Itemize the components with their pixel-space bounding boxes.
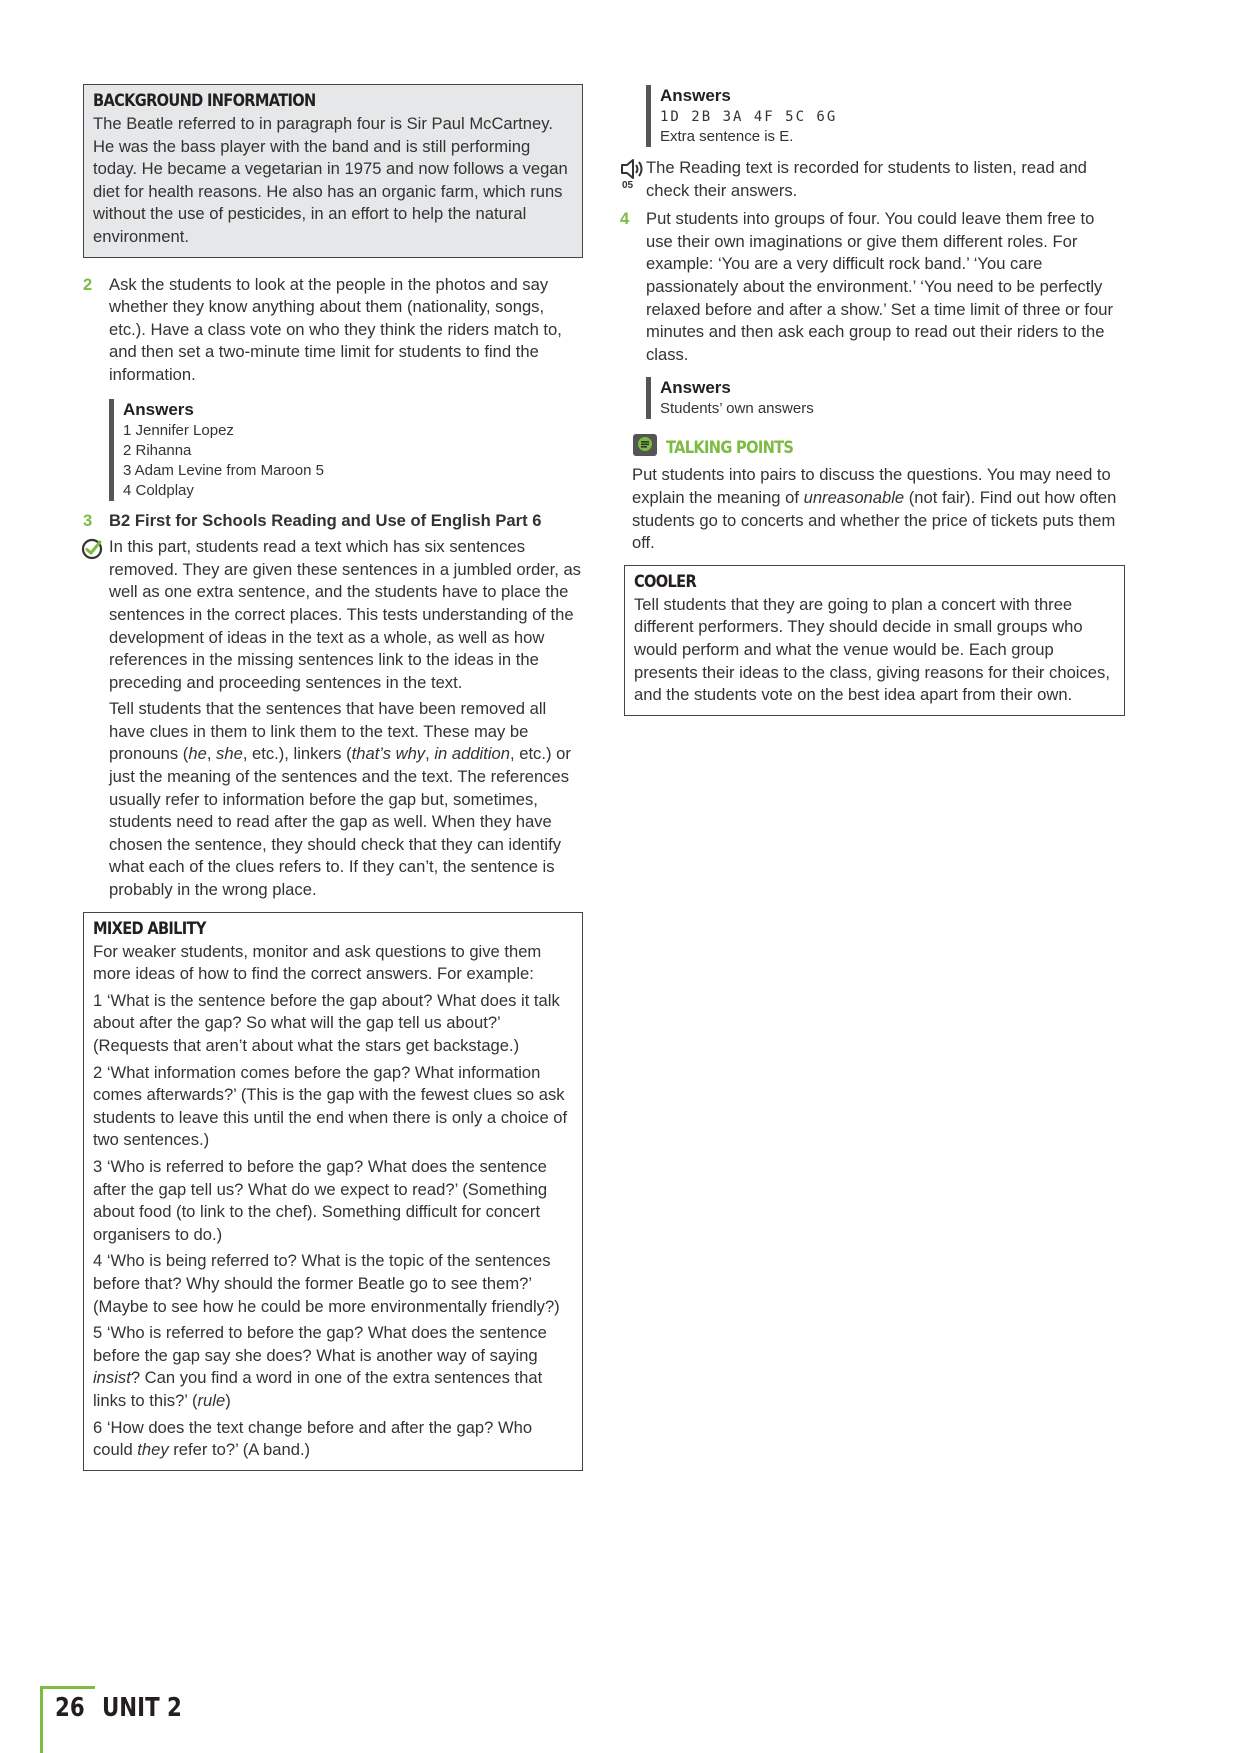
- talking-points-text: Put students into pairs to discuss the questions. You may need to explain the meaning of unreasonable (not fair). Find out how often students go to concerts and whether the price of tickets puts them off.: [632, 465, 1117, 553]
- background-information-box: [83, 84, 583, 258]
- audio-note: [620, 157, 1125, 202]
- step-3-heading: B2 First for Schools Reading and Use of English Part 6: [109, 510, 542, 530]
- step-3-number: 3: [83, 510, 93, 530]
- mixed-ability-question-5: 5 ‘Who is referred to before the gap? What does the sentence before the gap say she does? What is another way of saying insist? Can you find a word in one of the extra sentences that links to this?’ (rule): [93, 1323, 547, 1410]
- talking-points-header: [632, 433, 1125, 462]
- step-4-text: Put students into groups of four. You could leave them free to use their own imaginations or give them different roles. For example: ‘You are a very difficult rock band.’ ‘You care passionately about the environment.’ ‘You need to be perfectly relaxed before and after a show.’ Set a time limit of three or four minutes and then ask each group to read out their riders to the class.: [646, 209, 1114, 364]
- speech-bubble-icon: [632, 433, 658, 462]
- step-4-number: 4: [620, 209, 630, 229]
- answer-item: 1 Jennifer Lopez: [123, 421, 234, 439]
- step-2-answers: [109, 399, 583, 501]
- reading-answers-codes: 1D 2B 3A 4F 5C 6G: [660, 109, 838, 125]
- step-3: [83, 510, 583, 902]
- answer-item: 2 Rihanna: [123, 441, 192, 459]
- check-circle-icon: [81, 538, 103, 565]
- unit-label: UNIT 2: [101, 1693, 182, 1723]
- step-4-answers-title: Answers: [660, 378, 731, 398]
- cooler-title: COOLER: [634, 571, 697, 592]
- step-4: [620, 208, 1125, 419]
- background-information-title: BACKGROUND INFORMATION: [93, 91, 316, 111]
- page-number: 26: [55, 1693, 85, 1723]
- step-2-number: 2: [83, 274, 93, 294]
- answer-item: 4 Coldplay: [123, 481, 194, 499]
- answer-item: 3 Adam Levine from Maroon 5: [123, 461, 324, 479]
- reading-answers-title: Answers: [660, 86, 731, 105]
- footer: [55, 1693, 199, 1723]
- talking-points-title: TALKING POINTS: [666, 437, 794, 458]
- reading-answers-extra: Extra sentence is E.: [660, 128, 794, 145]
- mixed-ability-question-4: 4 ‘Who is being referred to? What is the topic of the sentences before that? Why should the former Beatle go to see them?’ (Maybe to see how he could be more environmentally friendly?): [93, 1251, 560, 1316]
- cooler-box: [624, 565, 1125, 716]
- left-column: [83, 84, 583, 1471]
- mixed-ability-box: [83, 912, 583, 1471]
- mixed-ability-question-1: 1 ‘What is the sentence before the gap about? What does it talk about after the gap? So what will the gap tell us about?’ (Requests that aren’t about what the stars get backstage.): [93, 990, 560, 1055]
- mixed-ability-intro: For weaker students, monitor and ask questions to give them more ideas of how to find the correct answers. For example:: [93, 941, 542, 984]
- mixed-ability-question-2: 2 ‘What information comes before the gap? What information comes afterwards?’ (This is the gap with the fewest clues so ask students to leave this until the end when there is only a choice of two sentences.): [93, 1062, 568, 1150]
- step-4-answers-text: Students’ own answers: [660, 400, 814, 418]
- footer-rule-top: [40, 1686, 95, 1689]
- step-3-para-2: Tell students that the sentences that have been removed all have clues in them to link them to the text. These may be pronouns (he, she, etc.), linkers (that’s why, in addition, etc.) or just the meaning of the sentences and the text. The references usually refer to information before the gap but, sometimes, students need to read after the gap as well. When they have chosen the sentence, they should check that they can identify what each of the clues refers to. If they can’t, the sentence is probably in the wrong place.: [109, 699, 571, 900]
- step-2-text: Ask the students to look at the people in the photos and say whether they know anything about them (nationality, songs, etc.). Have a class vote on who they think the riders match to, and then set a two-minute time limit for students to find the information.: [109, 274, 562, 384]
- cooler-text: Tell students that they are going to plan a concert with three different performers. They should decide in small groups who would perform and what the venue would be. Each group presents their ideas to the class, giving reasons for their choices, and the students vote on the best idea apart from their own.: [634, 594, 1110, 705]
- step-4-answers: [646, 377, 1125, 419]
- right-column: [620, 85, 1125, 716]
- mixed-ability-question-6: 6 ‘How does the text change before and after the gap? Who could they refer to?’ (A band.): [93, 1417, 533, 1460]
- background-information-text: The Beatle referred to in paragraph four is Sir Paul McCartney. He was the bass player with the band and is still performing today. He became a vegetarian in 1975 and now follows a vegan diet for health reasons. He also has an organic farm, which runs without the use of pesticides, in an effort to help the natural environment.: [93, 114, 568, 246]
- step-2-answers-title: Answers: [123, 399, 194, 419]
- audio-track-number: 05: [622, 180, 634, 191]
- audio-note-text: The Reading text is recorded for students to listen, read and check their answers.: [646, 158, 1087, 200]
- footer-rule: [40, 1686, 43, 1753]
- step-3-para-1: In this part, students read a text which has six sentences removed. They are given these sentences in a jumbled order, as well as one extra sentence, and the students have to place the sentences in the correct places. This tests understanding of the development of ideas in the text as a whole, as well as how references in the missing sentences link to the ideas in the preceding and proceeding sentences in the text.: [109, 537, 581, 692]
- mixed-ability-title: MIXED ABILITY: [93, 918, 206, 939]
- talking-points: [620, 433, 1125, 554]
- step-2: [83, 274, 583, 501]
- reading-answers: [646, 85, 1125, 147]
- mixed-ability-question-3: 3 ‘Who is referred to before the gap? What does the sentence after the gap tell us? What do we expect to read?’ (Something about food (to link to the chef). Something difficult for concert organisers to do.): [93, 1156, 548, 1244]
